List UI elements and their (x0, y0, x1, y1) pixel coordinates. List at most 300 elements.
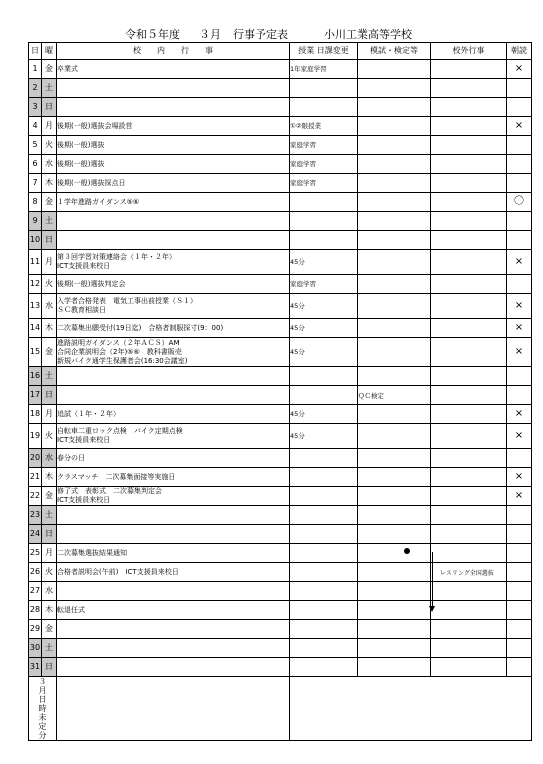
table-row (29, 174, 532, 193)
class-change-cell: 家庭学習 (290, 136, 358, 155)
exam-cell (358, 136, 431, 155)
event-line: 合同企業説明会（2年)⑤⑥ 教科書販売 (57, 347, 182, 356)
class-change-cell: 45分 (290, 405, 358, 424)
table-row (29, 294, 532, 319)
morning-reading-cell (507, 386, 532, 405)
event-cell (57, 338, 290, 367)
table-row (29, 620, 532, 639)
event-cell (57, 367, 290, 386)
weekday-cell: 水 (42, 155, 57, 174)
table-row (29, 155, 532, 174)
event-cell (57, 319, 290, 338)
day-cell: 7 (29, 174, 42, 193)
schedule-table (28, 42, 532, 741)
class-change-cell (290, 79, 358, 98)
day-cell: 25 (29, 544, 42, 563)
class-change-cell (290, 658, 358, 677)
weekday-cell: 水 (42, 294, 57, 319)
class-change-cell (290, 449, 358, 468)
undecided-label-char: 日 (38, 695, 47, 704)
undecided-label (29, 677, 57, 741)
weekday-cell: 火 (42, 563, 57, 582)
exam-cell (358, 212, 431, 231)
outside-event-cell (431, 338, 507, 367)
col-header-dow: 曜 (42, 43, 57, 60)
weekday-cell: 土 (42, 639, 57, 658)
event-cell (57, 212, 290, 231)
event-cell (57, 155, 290, 174)
morning-reading-cell (507, 212, 532, 231)
day-cell: 29 (29, 620, 42, 639)
day-cell: 2 (29, 79, 42, 98)
day-cell: 26 (29, 563, 42, 582)
exam-cell (358, 639, 431, 658)
table-row (29, 424, 532, 449)
table-row (29, 525, 532, 544)
exam-cell (358, 424, 431, 449)
outside-event-cell (431, 98, 507, 117)
weekday-cell: 日 (42, 98, 57, 117)
schedule-body (29, 60, 532, 677)
class-change-cell: 45分 (290, 294, 358, 319)
event-line: 後期(一般)選抜 (57, 159, 105, 168)
weekday-cell: 木 (42, 174, 57, 193)
table-row (29, 449, 532, 468)
table-row (29, 60, 532, 79)
undecided-label-char: ３ (38, 677, 47, 686)
morning-reading-cell (507, 174, 532, 193)
class-change-cell: 1年家庭学習 (290, 60, 358, 79)
table-row (29, 136, 532, 155)
col-header-morning: 朝読 (507, 43, 532, 60)
morning-reading-cell (507, 658, 532, 677)
event-line: ICT支援員来校日 (57, 262, 111, 270)
event-line: ＳＣ教育相談日 (57, 306, 106, 314)
table-row (29, 405, 532, 424)
event-cell (57, 487, 290, 506)
outside-event-cell (431, 601, 507, 620)
morning-reading-cell: × (507, 468, 532, 487)
col-header-day: 日 (29, 43, 42, 60)
outside-event-cell (431, 424, 507, 449)
morning-reading-cell: 〇 (507, 193, 532, 212)
weekday-cell: 水 (42, 582, 57, 601)
weekday-cell: 土 (42, 506, 57, 525)
exam-cell (358, 563, 431, 582)
outside-event-cell (431, 117, 507, 136)
event-line: 二次募集選抜結果通知 (57, 548, 127, 557)
day-cell: 8 (29, 193, 42, 212)
morning-reading-cell (507, 79, 532, 98)
day-cell: 30 (29, 639, 42, 658)
exam-cell (358, 658, 431, 677)
exam-cell (358, 60, 431, 79)
weekday-cell: 日 (42, 525, 57, 544)
event-cell (57, 136, 290, 155)
weekday-cell: 月 (42, 405, 57, 424)
table-row (29, 506, 532, 525)
outside-event-span-line (432, 552, 433, 608)
event-line: 春分の日 (57, 453, 85, 462)
document-name: 行事予定表 (233, 28, 288, 41)
outside-event-cell (431, 212, 507, 231)
outside-event-cell (431, 155, 507, 174)
exam-cell: ＱＣ検定 (358, 386, 431, 405)
page-title (0, 27, 543, 43)
weekday-cell: 金 (42, 338, 57, 367)
event-line: 入学者合格発表 電気工事出前授業（Ｓ１） (57, 297, 197, 305)
exam-cell (358, 294, 431, 319)
class-change-cell (290, 544, 358, 563)
day-cell: 3 (29, 98, 42, 117)
exam-cell (358, 98, 431, 117)
day-cell: 21 (29, 468, 42, 487)
exam-cell (358, 367, 431, 386)
event-line: 後期(一般)選抜会場設営 (57, 121, 133, 130)
day-cell: 9 (29, 212, 42, 231)
weekday-cell: 土 (42, 79, 57, 98)
class-change-cell (290, 620, 358, 639)
exam-cell (358, 174, 431, 193)
event-line: クラスマッチ 二次募集面接等実施日 (57, 472, 176, 481)
table-row (29, 117, 532, 136)
day-cell: 17 (29, 386, 42, 405)
day-cell: 11 (29, 250, 42, 275)
weekday-cell: 火 (42, 275, 57, 294)
event-line: １学年進路ガイダンス⑤⑥ (57, 197, 140, 206)
outside-event-cell (431, 582, 507, 601)
day-cell: 10 (29, 231, 42, 250)
morning-reading-cell: × (507, 338, 532, 367)
outside-event-cell (431, 174, 507, 193)
class-change-cell: 家庭学習 (290, 275, 358, 294)
outside-event-cell (431, 231, 507, 250)
table-row (29, 658, 532, 677)
exam-cell (358, 487, 431, 506)
event-cell (57, 424, 290, 449)
event-cell (57, 544, 290, 563)
exam-cell (358, 525, 431, 544)
weekday-cell: 月 (42, 117, 57, 136)
outside-event-cell (431, 294, 507, 319)
exam-cell (358, 338, 431, 367)
class-change-cell (290, 98, 358, 117)
undecided-label-char: 分 (38, 731, 47, 740)
class-change-cell (290, 487, 358, 506)
weekday-cell: 水 (42, 449, 57, 468)
outside-event-cell (431, 544, 507, 563)
exam-cell (358, 582, 431, 601)
event-cell (57, 250, 290, 275)
outside-event-cell (431, 275, 507, 294)
event-cell (57, 275, 290, 294)
outside-event-cell (431, 449, 507, 468)
morning-reading-cell: × (507, 117, 532, 136)
morning-reading-cell: × (507, 60, 532, 79)
col-header-outside: 校外行事 (431, 43, 507, 60)
day-cell: 1 (29, 60, 42, 79)
exam-cell (358, 193, 431, 212)
morning-reading-cell (507, 620, 532, 639)
weekday-cell: 木 (42, 601, 57, 620)
event-line: 修了式 表彰式 二次募集判定会 (57, 487, 162, 495)
exam-cell (358, 275, 431, 294)
table-row (29, 250, 532, 275)
table-row (29, 367, 532, 386)
outside-event-cell (431, 639, 507, 658)
exam-cell (358, 620, 431, 639)
event-cell (57, 468, 290, 487)
day-cell: 19 (29, 424, 42, 449)
morning-reading-cell (507, 525, 532, 544)
morning-reading-cell (507, 155, 532, 174)
weekday-cell: 金 (42, 620, 57, 639)
event-line: 後期(一般)選抜 (57, 140, 105, 149)
outside-event-marker (404, 548, 410, 554)
undecided-row (29, 677, 532, 741)
day-cell: 24 (29, 525, 42, 544)
exam-cell (358, 468, 431, 487)
event-cell (57, 294, 290, 319)
class-change-cell (290, 601, 358, 620)
day-cell: 28 (29, 601, 42, 620)
outside-event-cell (431, 405, 507, 424)
header-row (29, 43, 532, 60)
exam-cell (358, 117, 431, 136)
undecided-label-char: 時 (38, 704, 47, 713)
table-row (29, 582, 532, 601)
col-header-event: 校 内 行 事 (57, 43, 290, 60)
class-change-cell (290, 563, 358, 582)
exam-cell (358, 405, 431, 424)
morning-reading-cell: × (507, 319, 532, 338)
table-row (29, 563, 532, 582)
table-row (29, 275, 532, 294)
class-change-cell: 45分 (290, 319, 358, 338)
event-cell (57, 193, 290, 212)
day-cell: 4 (29, 117, 42, 136)
event-cell (57, 79, 290, 98)
morning-reading-cell: × (507, 250, 532, 275)
day-cell: 18 (29, 405, 42, 424)
class-change-cell (290, 367, 358, 386)
morning-reading-cell (507, 601, 532, 620)
weekday-cell: 土 (42, 367, 57, 386)
exam-cell (358, 319, 431, 338)
fiscal-year: 令和５年度 (125, 28, 180, 41)
event-cell (57, 449, 290, 468)
day-cell: 20 (29, 449, 42, 468)
event-cell (57, 60, 290, 79)
outside-event-cell (431, 136, 507, 155)
event-line: 進路説明ガイダンス（２年ＡＣＳ）AM (57, 338, 180, 347)
event-line: 自転車二重ロック点検 バイク定期点検 (57, 427, 183, 435)
day-cell: 6 (29, 155, 42, 174)
day-cell: 23 (29, 506, 42, 525)
undecided-label-char: 定 (38, 722, 47, 731)
event-cell (57, 506, 290, 525)
weekday-cell: 木 (42, 468, 57, 487)
exam-cell (358, 250, 431, 275)
weekday-cell: 火 (42, 136, 57, 155)
table-row (29, 601, 532, 620)
weekday-cell: 金 (42, 487, 57, 506)
morning-reading-cell (507, 275, 532, 294)
event-line: 後期(一般)選抜判定会 (57, 279, 126, 288)
event-line: 第３回学習対策連絡会（１年・２年） (57, 253, 176, 261)
weekday-cell: 月 (42, 250, 57, 275)
event-line: 合格者説明会(午前) ICT支援員来校日 (57, 567, 179, 576)
class-change-cell (290, 193, 358, 212)
event-line: ICT支援員来校日 (57, 496, 111, 504)
day-cell: 5 (29, 136, 42, 155)
morning-reading-cell: × (507, 424, 532, 449)
event-cell (57, 658, 290, 677)
outside-event-cell (431, 620, 507, 639)
morning-reading-cell (507, 231, 532, 250)
outside-event-cell (431, 487, 507, 506)
event-cell (57, 525, 290, 544)
weekday-cell: 火 (42, 424, 57, 449)
morning-reading-cell (507, 136, 532, 155)
day-cell: 16 (29, 367, 42, 386)
col-header-class: 授業 日課変更 (290, 43, 358, 60)
outside-event-cell (431, 468, 507, 487)
morning-reading-cell: × (507, 487, 532, 506)
exam-cell (358, 79, 431, 98)
weekday-cell: 日 (42, 658, 57, 677)
event-cell (57, 174, 290, 193)
weekday-cell: 土 (42, 212, 57, 231)
weekday-cell: 月 (42, 544, 57, 563)
class-change-cell (290, 231, 358, 250)
outside-event-cell (431, 525, 507, 544)
table-row (29, 98, 532, 117)
event-cell (57, 231, 290, 250)
table-row (29, 338, 532, 367)
exam-cell (358, 231, 431, 250)
event-cell (57, 601, 290, 620)
class-change-cell (290, 506, 358, 525)
table-row (29, 468, 532, 487)
outside-event-cell (431, 60, 507, 79)
outside-event-cell (431, 367, 507, 386)
event-cell (57, 620, 290, 639)
morning-reading-cell: × (507, 294, 532, 319)
table-row (29, 319, 532, 338)
class-change-cell: 45分 (290, 424, 358, 449)
outside-event-cell (431, 506, 507, 525)
event-cell (57, 639, 290, 658)
school-name: 小川工業高等学校 (324, 28, 412, 41)
day-cell: 13 (29, 294, 42, 319)
event-line: 二次募集出願受付(19日迄) 合格者制服採寸(9：00) (57, 323, 224, 332)
outside-event-cell (431, 319, 507, 338)
class-change-cell: 45分 (290, 338, 358, 367)
weekday-cell: 木 (42, 319, 57, 338)
undecided-event-cell (57, 677, 290, 741)
table-row (29, 639, 532, 658)
outside-event-cell (431, 386, 507, 405)
event-line: ICT支援員来校日 (57, 436, 111, 444)
class-change-cell (290, 525, 358, 544)
event-cell (57, 563, 290, 582)
morning-reading-cell (507, 98, 532, 117)
table-row (29, 212, 532, 231)
class-change-cell: 家庭学習 (290, 174, 358, 193)
morning-reading-cell (507, 506, 532, 525)
morning-reading-cell (507, 582, 532, 601)
month: ３月 (199, 28, 221, 41)
morning-reading-cell (507, 563, 532, 582)
exam-cell (358, 601, 431, 620)
class-change-cell (290, 468, 358, 487)
outside-event-cell (431, 193, 507, 212)
exam-cell (358, 449, 431, 468)
undecided-label-char: 未 (38, 713, 47, 722)
class-change-cell: 45分 (290, 250, 358, 275)
exam-cell (358, 506, 431, 525)
event-cell (57, 405, 290, 424)
event-cell (57, 386, 290, 405)
undecided-other-cell (290, 677, 532, 741)
table-row (29, 487, 532, 506)
event-line: 転退任式 (57, 605, 85, 614)
day-cell: 15 (29, 338, 42, 367)
class-change-cell (290, 386, 358, 405)
outside-event-cell (431, 79, 507, 98)
undecided-label-char: 月 (38, 686, 47, 695)
event-cell (57, 117, 290, 136)
morning-reading-cell (507, 367, 532, 386)
day-cell: 27 (29, 582, 42, 601)
event-line: 卒業式 (57, 64, 78, 73)
morning-reading-cell: × (507, 405, 532, 424)
event-line: 追試（１年・２年） (57, 409, 120, 418)
event-line: 新規バイク通学生保護者会(16:30会議室) (57, 356, 188, 365)
event-line: 後期(一般)選抜採点日 (57, 178, 126, 187)
outside-event-cell (431, 250, 507, 275)
event-cell (57, 98, 290, 117)
day-cell: 31 (29, 658, 42, 677)
outside-event-cell (431, 658, 507, 677)
table-row (29, 231, 532, 250)
morning-reading-cell (507, 544, 532, 563)
exam-cell (358, 155, 431, 174)
morning-reading-cell (507, 639, 532, 658)
arrow-down-icon (429, 606, 435, 612)
table-row (29, 386, 532, 405)
col-header-exam: 模試・検定等 (358, 43, 431, 60)
day-cell: 14 (29, 319, 42, 338)
class-change-cell (290, 582, 358, 601)
weekday-cell: 日 (42, 386, 57, 405)
class-change-cell: ①②限授業 (290, 117, 358, 136)
table-row (29, 79, 532, 98)
event-cell (57, 582, 290, 601)
day-cell: 12 (29, 275, 42, 294)
day-cell: 22 (29, 487, 42, 506)
exam-cell (358, 544, 431, 563)
class-change-cell (290, 639, 358, 658)
weekday-cell: 日 (42, 231, 57, 250)
table-row (29, 193, 532, 212)
weekday-cell: 金 (42, 193, 57, 212)
table-row (29, 544, 532, 563)
outside-event-cell: レスリング全国選抜 (431, 563, 507, 582)
weekday-cell: 金 (42, 60, 57, 79)
class-change-cell: 家庭学習 (290, 155, 358, 174)
